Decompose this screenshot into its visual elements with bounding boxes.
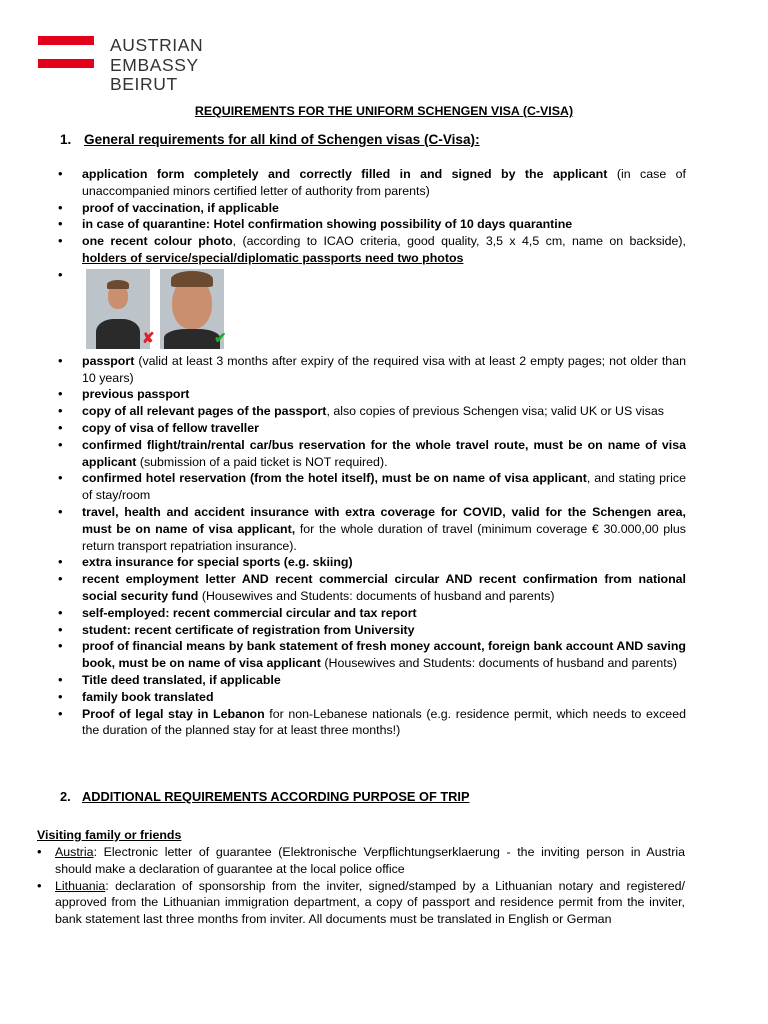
list-item: • recent employment letter AND recent commercial circular AND recent confirmation from national social security fund (Housewives and Students: documents of husband and parents) [54, 571, 686, 605]
list-item: • travel, health and accident insurance with extra coverage for COVID, valid for the Schengen area, must be on name of visa applicant, for the whole duration of travel (minimum coverage € 30.000,00 plus return transport repatriation insurance). [54, 504, 686, 554]
photo-examples [86, 269, 286, 351]
embassy-logo [38, 36, 238, 98]
list-item: • one recent colour photo, (according to ICAO criteria, good quality, 3,5 x 4,5 cm, name on backside), holders of service/special/diplomatic passports need two photos [54, 233, 686, 267]
list-item: • copy of visa of fellow traveller [54, 420, 686, 437]
list-item: • family book translated [54, 689, 686, 706]
list-item: • Title deed translated, if applicable [54, 672, 686, 689]
cross-icon: • ✘ [142, 329, 155, 347]
document-title: REQUIREMENTS FOR THE UNIFORM SCHENGEN VISA (C-VISA) [194, 104, 574, 118]
list-item: • passport (valid at least 3 months after expiry of the required visa with at least 2 empty pages; not older than 10 years) [54, 353, 686, 387]
checkmark-icon: ✔ [214, 329, 227, 347]
section-1-title: General requirements for all kind of Schengen visas (C-Visa): [84, 132, 480, 147]
austrian-flag-icon [38, 36, 94, 68]
list-item: • student: recent certificate of registration from University [54, 622, 686, 639]
list-item: • proof of financial means by bank statement of fresh money account, foreign bank account AND saving book, must be on name of visa applicant (Housewives and Students: documents of husband and parents) [54, 638, 686, 672]
section-2-title: ADDITIONAL REQUIREMENTS ACCORDING PURPOSE OF TRIP [82, 789, 470, 804]
list-item: • confirmed flight/train/rental car/bus reservation for the whole travel route, must be on name of visa applicant (submission of a paid ticket is NOT required). [54, 437, 686, 471]
logo-line-2: EMBASSY [110, 54, 199, 75]
logo-line-3: BEIRUT [110, 74, 178, 94]
list-item: • self-employed: recent commercial circular and tax report [54, 605, 686, 622]
list-item: • copy of all relevant pages of the passport, also copies of previous Schengen visa; valid UK or US visas [54, 403, 686, 420]
list-item: • extra insurance for special sports (e.g. skiing) [54, 554, 686, 571]
list-item: • application form completely and correctly filled in and signed by the applicant (in case of unaccompanied minors certified letter of authority from parents) [54, 166, 686, 200]
general-requirements-list [54, 166, 686, 739]
list-item: • proof of vaccination, if applicable [54, 200, 686, 217]
list-item: • previous passport [54, 386, 686, 403]
list-item: • in case of quarantine: Hotel confirmation showing possibility of 10 days quarantine [54, 216, 686, 233]
visiting-family-list [37, 844, 685, 928]
visiting-family-heading: Visiting family or friends [37, 828, 182, 842]
section-1-number: 1. [60, 132, 72, 147]
list-item: • Austria: Electronic letter of guarantee (Elektronische Verpflichtungserklaerung - the inviting person in Austria should make a declaration of guarantee at the local police office [37, 844, 685, 878]
photo-example-item [54, 267, 686, 353]
list-item: • Proof of legal stay in Lebanon for non-Lebanese nationals (e.g. residence permit, which needs to exceed the duration of the planned stay for at least three months!) [54, 706, 686, 740]
list-item: • Lithuania: declaration of sponsorship from the inviter, signed/stamped by a Lithuanian notary and registered/ approved from the Lithuanian immigration department, a copy of passport and residence permit from the inviter, bank statement last three months from inviter. All documents must be translated in English or German [37, 878, 685, 928]
section-1-heading [60, 132, 480, 149]
section-2-number: 2. [60, 789, 71, 804]
logo-line-1: AUSTRIAN [110, 35, 204, 55]
list-item: • confirmed hotel reservation (from the hotel itself), must be on name of visa applicant, and stating price of stay/room [54, 470, 686, 504]
section-2-heading [60, 789, 469, 806]
wrong-photo-example [86, 269, 150, 349]
logo-text [110, 36, 203, 95]
